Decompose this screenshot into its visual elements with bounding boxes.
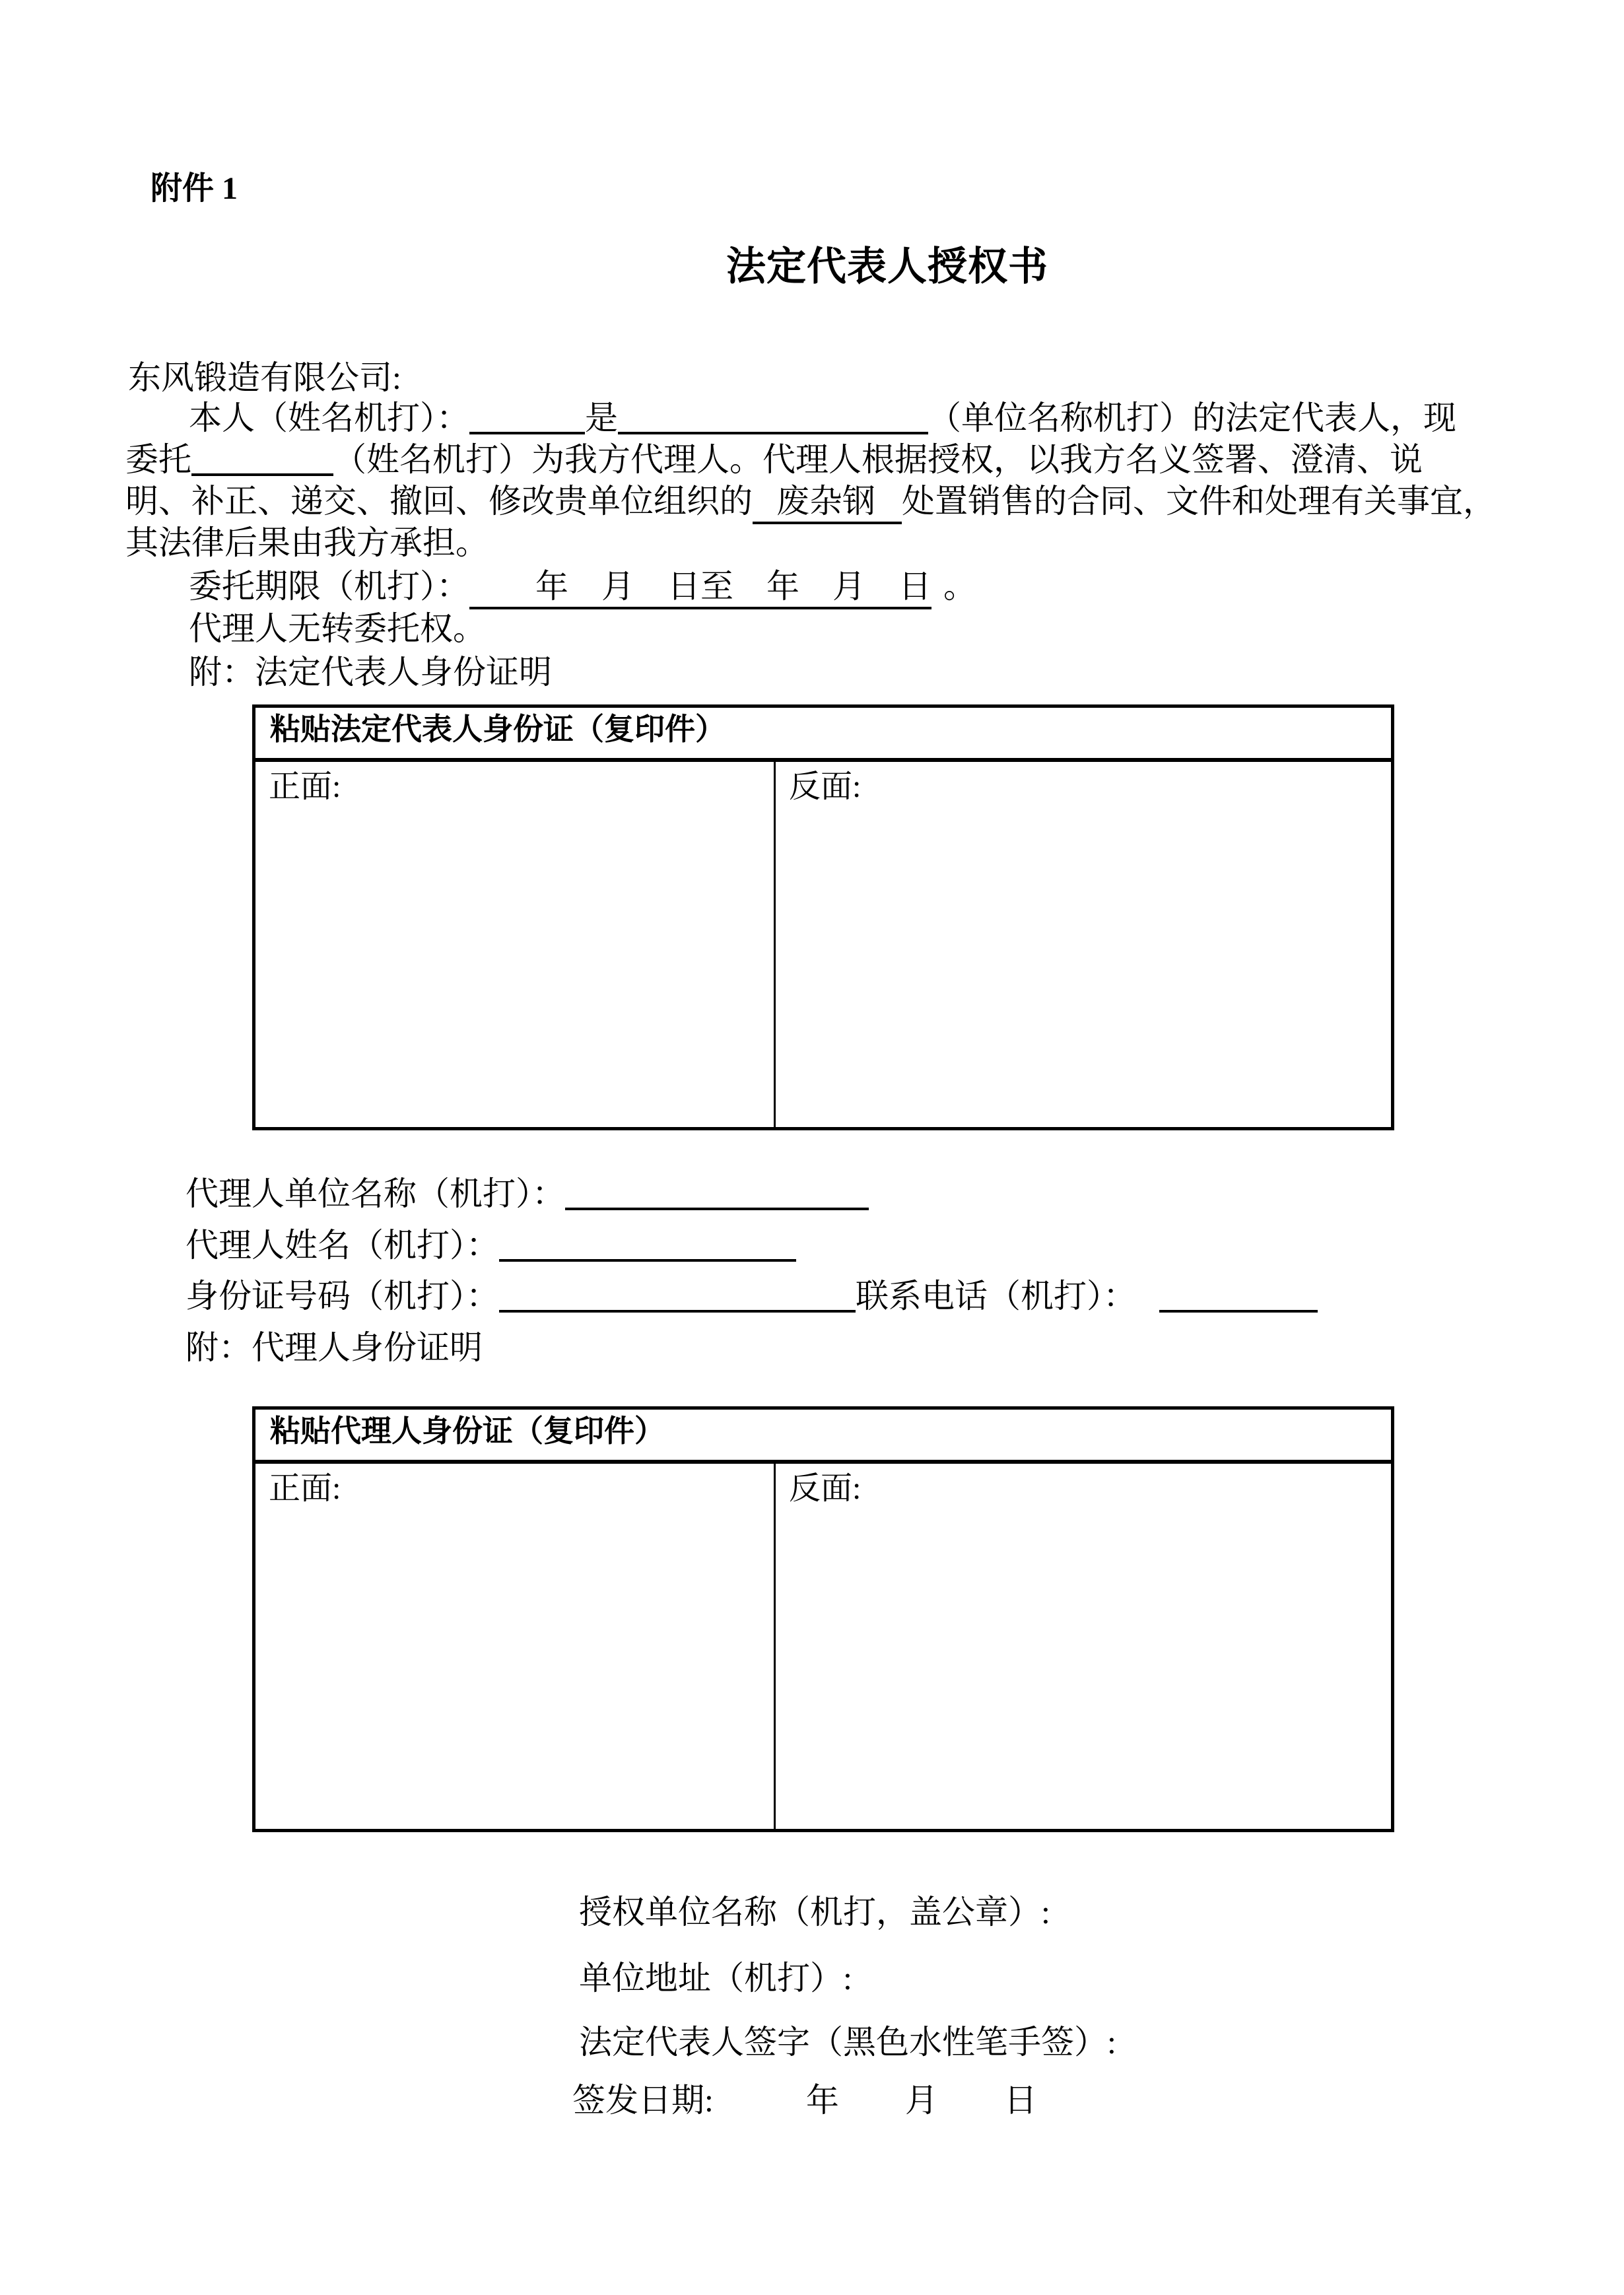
agent-phone-blank (1159, 1307, 1318, 1313)
agent-company-label: 代理人单位名称（机打）： (186, 1175, 565, 1212)
no-subdelegation-line: 代理人无转委托权。 (189, 610, 486, 647)
legal-rep-signature-label: 法定代表人签字（黑色水性笔手签）: (579, 2024, 1116, 2061)
body-line-2 (125, 443, 1423, 476)
agent-id-table (252, 1406, 1394, 1832)
company-address-label: 单位地址（机打）: (579, 1960, 852, 1997)
agent-id-blank (499, 1307, 856, 1313)
body-line-1-suffix: （单位名称机打）的法定代表人，现 (928, 399, 1456, 436)
company-name-blank (618, 429, 928, 434)
term-line (189, 570, 976, 609)
agent-phone-label: 联系电话（机打）： (856, 1278, 1136, 1315)
body-line-4: 其法律后果由我方承担。 (125, 524, 489, 561)
agent-attachment-note: 附：代理人身份证明 (186, 1329, 483, 1366)
body-line-3-prefix: 明、补正、递交、撤回、修改贵单位组织的 (125, 483, 753, 520)
agent-id-label: 身份证号码（机打）： (186, 1278, 499, 1315)
body-line-2-suffix: （姓名机打）为我方代理人。代理人根据授权，以我方名义签署、澄清、说 (333, 441, 1423, 478)
term-end-date-blank: 年 月 日 (733, 570, 931, 609)
agent-name-line (186, 1229, 796, 1262)
body-line-1-prefix: 本人（姓名机打）： (189, 399, 469, 436)
term-prefix: 委托期限（机打）： (189, 568, 469, 605)
attachment-label: 附件 1 (151, 171, 238, 206)
legal-rep-id-table (252, 704, 1394, 1130)
issue-date-fields: 年 月 日 (805, 2082, 1037, 2119)
legal-rep-id-table-header: 粘贴法定代表人身份证（复印件） (255, 708, 1391, 762)
body-line-1-mid: 是 (585, 399, 618, 436)
agent-name-line-blank (499, 1256, 796, 1262)
agent-name-label: 代理人姓名（机打）： (186, 1227, 499, 1264)
legal-rep-id-table-body (255, 762, 1391, 1127)
body-line-2-prefix: 委托 (125, 441, 191, 478)
legal-rep-attachment-note: 附：法定代表人身份证明 (189, 654, 552, 691)
issue-date-label: 签发日期: (572, 2082, 714, 2119)
body-line-3 (125, 485, 1496, 524)
scrap-steel-underlined-text: 废杂钢 (753, 485, 902, 524)
salutation: 东风锻造有限公司: (128, 359, 401, 396)
body-line-3-suffix: 处置销售的合同、文件和处理有关事宜， (902, 483, 1496, 520)
agent-id-front-cell: 正面: (255, 1464, 776, 1829)
term-start-date-blank: 年 月 日至 (469, 570, 733, 609)
agent-company-line (186, 1177, 869, 1210)
issue-date-line (572, 2084, 1037, 2117)
principal-name-blank (469, 429, 585, 434)
agent-id-back-cell: 反面: (789, 1471, 862, 1506)
agent-name-blank (191, 471, 333, 476)
legal-rep-id-back-cell: 反面: (789, 769, 862, 804)
term-suffix: 。 (943, 568, 976, 605)
agent-id-table-header: 粘贴代理人身份证（复印件） (255, 1410, 1391, 1464)
legal-rep-id-front-cell: 正面: (255, 762, 776, 1127)
agent-company-blank (565, 1205, 869, 1210)
agent-id-phone-line (186, 1280, 1318, 1313)
auth-company-label: 授权单位名称（机打，盖公章）: (579, 1894, 1050, 1931)
page-title: 法定代表人授权书 (726, 245, 1048, 289)
body-line-1 (189, 401, 1456, 434)
agent-id-table-body (255, 1464, 1391, 1829)
